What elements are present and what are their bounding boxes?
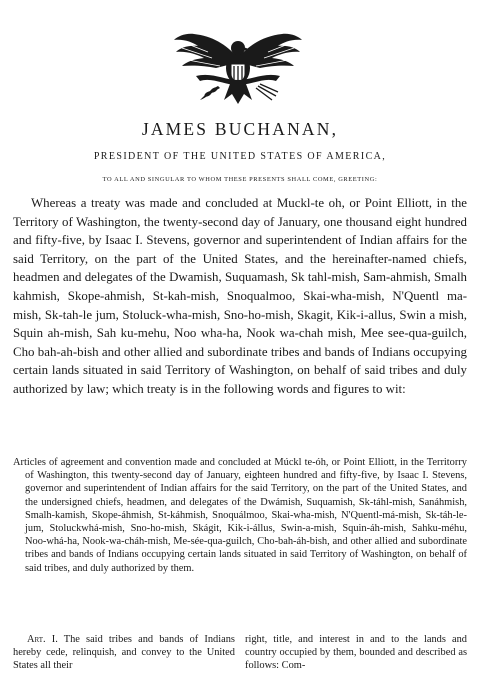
article-one-column-right: right, title, and interest in and to the lands and country occupied by them, bounded and described as follows: Com-	[245, 634, 467, 672]
eagle-emblem-icon	[168, 14, 308, 106]
articles-intro-paragraph: Articles of agreement and convention made and concluded at Múckl te-óh, or Point Elliott, in the Territorry of Washington, this twenty-second day of January, eighteen hundred and fifty-five, by Isaac I. Stevens, governor and superintendent of Indian affairs for the said Territory, on the part of the United States, and the undersigned chiefs, headmen, and delegates of the Dwámish, Suquamish, Sk-táhl-mish, Sanáhmish, Smalh-kamish, Skope-áhmish, St-káhmish, Snoquálmoo, Skai-wha-mish, N'Quentl-má-mish, Sk-táh-le-jum, Stoluckwhá-mish, Sno-ho-mish, Skágit, Kik-i-állus, Swin-a-mish, Squin-áh-mish, Sahku-méhu, Noo-whá-ha, Nook-wa-cháh-mish, Me-sée-qua-guilch, Cho-bah-áh-bish, and other allied and subordinate tribes and bands of Indians occupying certain lands situated in said Territory of Washington, on behalf of said tribes, and duly authorized by them.	[13, 457, 467, 574]
document-subtitle: PRESIDENT OF THE UNITED STATES OF AMERICA,	[93, 151, 387, 162]
article-one-label: Art. I.	[27, 634, 58, 645]
article-one-column-left	[13, 633, 235, 673]
article-one-text-left: The said tribes and bands of Indians hereby cede, relinquish, and convey to the United States all their	[13, 634, 235, 672]
article-one	[13, 633, 467, 673]
preamble-paragraph: Whereas a treaty was made and concluded at Muckl-te oh, or Point Elliott, in the Territory of Washington, the twenty-second day of January, one thousand eight hundred and fifty-five, by Isaac I. Stevens, governor and superintendent of Indian affairs for the said Territory, on the part of the United States, and the hereinafter-named chiefs, headmen and delegates of the Dwamish, Suquamash, Sk tahl-mish, Sam-ahmish, Smalh kahmish, Skope-ahmish, St-kah-mish, Snoqualmoo, Skai-wha-mish, N'Quentl ma-mish, Sk-tah-le jum, Stoluck-wha-mish, Sno-ho-mish, Skagit, Kik-i-allus, Swin a mish, Squin ah-mish, Sah ku-mehu, Noo wha-ha, Nook wa-chah mish, Mee see-qua-guilch, Cho bah-ah-bish and other allied and subordinate tribes and bands of Indians occupying certain lands situated in said Territory of Washington, on behalf of said tribes and duly authorized by law; which treaty is in the following words and figures to wit:	[13, 196, 467, 396]
document-title: JAMES BUCHANAN,	[141, 119, 339, 139]
salutation: TO ALL AND SINGULAR TO WHOM THESE PRESENTS SHALL COME, GREETING:	[102, 176, 378, 183]
